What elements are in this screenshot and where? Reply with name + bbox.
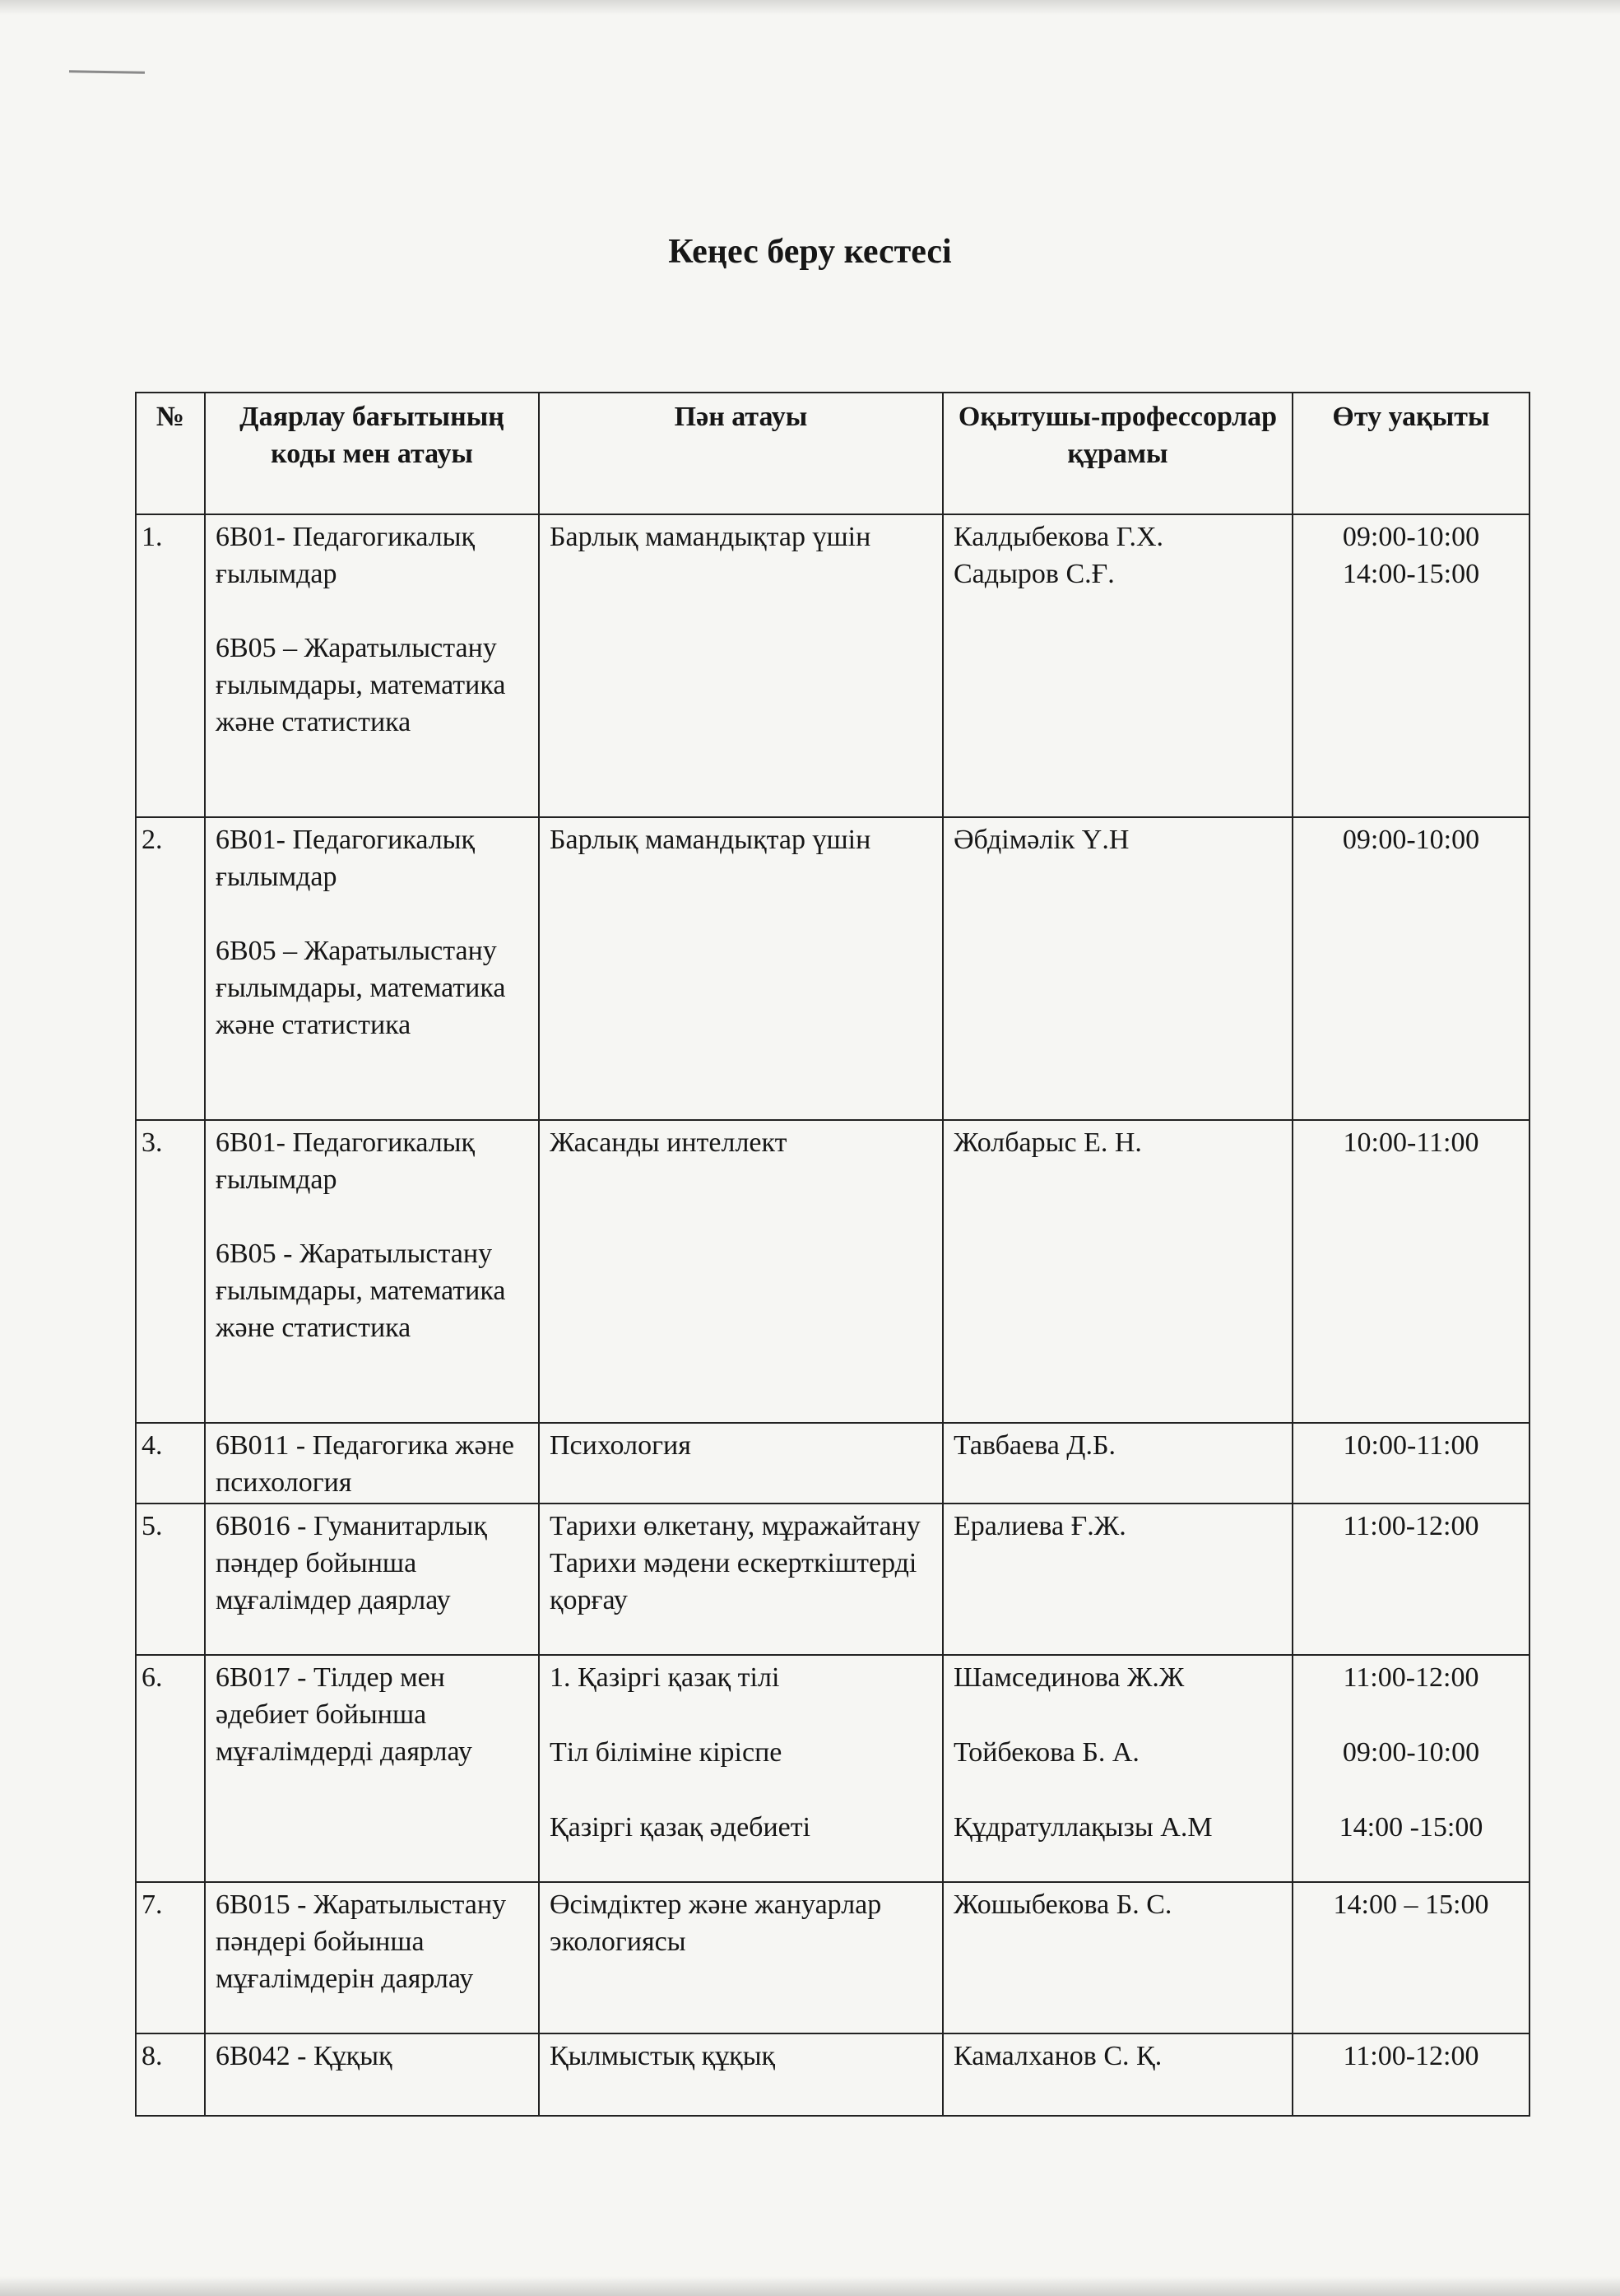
row-number: 6. bbox=[136, 1655, 205, 1882]
row-number: 8. bbox=[136, 2033, 205, 2116]
time-value: 14:00-15:00 bbox=[1342, 559, 1480, 589]
subject-line: Қазіргі қазақ әдебиеті bbox=[550, 1812, 811, 1843]
staff-names bbox=[943, 1655, 1293, 1882]
time-slot bbox=[1293, 1655, 1529, 1882]
table-row bbox=[136, 817, 1529, 1120]
row-number: 7. bbox=[136, 1882, 205, 2033]
table-row bbox=[136, 1655, 1529, 1882]
time-slot: 09:00-10:00 bbox=[1293, 817, 1529, 1120]
staff-name: Тавбаева Д.Б. bbox=[943, 1423, 1293, 1504]
row-number: 2. bbox=[136, 817, 205, 1120]
header-num: № bbox=[136, 393, 205, 514]
time-slot: 14:00 – 15:00 bbox=[1293, 1882, 1529, 2033]
program-code: 6В017 - Тілдер мен әдебиет бойынша мұғалімдерді даярлау bbox=[205, 1655, 539, 1882]
header-staff: Оқытушы-профессорлар құрамы bbox=[943, 393, 1293, 514]
subject-name: Барлық мамандықтар үшін bbox=[539, 514, 943, 817]
row-number: 1. bbox=[136, 514, 205, 817]
staff-name: Тойбекова Б. А. bbox=[954, 1737, 1140, 1768]
program-code bbox=[205, 514, 539, 817]
header-row bbox=[136, 393, 1529, 514]
subject-line: 1. Қазіргі қазақ тілі bbox=[550, 1662, 780, 1693]
page-edge bbox=[0, 0, 1620, 15]
page-title: Кеңес беру кестесі bbox=[668, 233, 952, 271]
table-row bbox=[136, 1504, 1529, 1655]
row-number: 4. bbox=[136, 1423, 205, 1504]
time-value: 11:00-12:00 bbox=[1343, 1662, 1479, 1693]
staff-name: Жошыбекова Б. С. bbox=[943, 1882, 1293, 2033]
consultation-schedule-table bbox=[135, 392, 1530, 2117]
table-row bbox=[136, 2033, 1529, 2116]
staff-name: Әбдімәлік Ү.Н bbox=[943, 817, 1293, 1120]
program-code bbox=[205, 1120, 539, 1423]
pen-mark bbox=[69, 70, 145, 74]
subject-name: Қылмыстық құқық bbox=[539, 2033, 943, 2116]
time-slot: 11:00-12:00 bbox=[1293, 2033, 1529, 2116]
program-code: 6В011 - Педагогика және психология bbox=[205, 1423, 539, 1504]
staff-name: Калдыбекова Г.Х. bbox=[954, 522, 1164, 552]
program-code-line: 6В05 – Жаратылыстану ғылымдары, математика және статистика bbox=[216, 633, 506, 737]
time-value: 14:00 -15:00 bbox=[1339, 1812, 1483, 1843]
page-edge bbox=[0, 2276, 1620, 2296]
subject-name bbox=[539, 1655, 943, 1882]
time-slot: 11:00-12:00 bbox=[1293, 1504, 1529, 1655]
table-row bbox=[136, 1423, 1529, 1504]
row-number: 5. bbox=[136, 1504, 205, 1655]
program-code-line: 6В05 – Жаратылыстану ғылымдары, математика және статистика bbox=[216, 936, 506, 1040]
row-number: 3. bbox=[136, 1120, 205, 1423]
time-value: 09:00-10:00 bbox=[1342, 522, 1480, 552]
staff-name: Шамсединова Ж.Ж bbox=[954, 1662, 1185, 1693]
time-slot: 10:00-11:00 bbox=[1293, 1423, 1529, 1504]
time-value: 09:00-10:00 bbox=[1342, 1737, 1480, 1768]
header-time: Өту уақыты bbox=[1293, 393, 1529, 514]
header-subject: Пән атауы bbox=[539, 393, 943, 514]
subject-name: Жасанды интеллект bbox=[539, 1120, 943, 1423]
table-row bbox=[136, 1882, 1529, 2033]
program-code bbox=[205, 817, 539, 1120]
program-code: 6В042 - Құқық bbox=[205, 2033, 539, 2116]
staff-name: Садыров С.Ғ. bbox=[954, 559, 1115, 589]
program-code-line: 6В01- Педагогикалық ғылымдар bbox=[216, 522, 476, 589]
table-row bbox=[136, 514, 1529, 817]
time-slot bbox=[1293, 514, 1529, 817]
subject-name bbox=[539, 1504, 943, 1655]
header-code: Даярлау бағытының коды мен атауы bbox=[205, 393, 539, 514]
subject-line: Тарихи өлкетану, мұражайтану bbox=[550, 1511, 921, 1541]
staff-name: Камалханов С. Қ. bbox=[943, 2033, 1293, 2116]
staff-name: Құдратуллақызы А.М bbox=[954, 1812, 1213, 1843]
program-code-line: 6В01- Педагогикалық ғылымдар bbox=[216, 1127, 476, 1195]
program-code: 6В016 - Гуманитарлық пәндер бойынша мұғалімдер даярлау bbox=[205, 1504, 539, 1655]
subject-name: Өсімдіктер және жануарлар экологиясы bbox=[539, 1882, 943, 2033]
staff-name: Ералиева Ғ.Ж. bbox=[943, 1504, 1293, 1655]
time-slot: 10:00-11:00 bbox=[1293, 1120, 1529, 1423]
subject-name: Психология bbox=[539, 1423, 943, 1504]
table-row bbox=[136, 1120, 1529, 1423]
subject-line: Тарихи мәдени ескерткіштерді қорғау bbox=[550, 1548, 917, 1615]
subject-name: Барлық мамандықтар үшін bbox=[539, 817, 943, 1120]
program-code-line: 6В05 - Жаратылыстану ғылымдары, математика және статистика bbox=[216, 1239, 506, 1343]
subject-line: Тіл біліміне кіріспе bbox=[550, 1737, 782, 1768]
staff-name: Жолбарыс Е. Н. bbox=[943, 1120, 1293, 1423]
staff-names bbox=[943, 514, 1293, 817]
program-code-line: 6В01- Педагогикалық ғылымдар bbox=[216, 825, 476, 892]
program-code: 6В015 - Жаратылыстану пәндері бойынша мұғалімдерін даярлау bbox=[205, 1882, 539, 2033]
